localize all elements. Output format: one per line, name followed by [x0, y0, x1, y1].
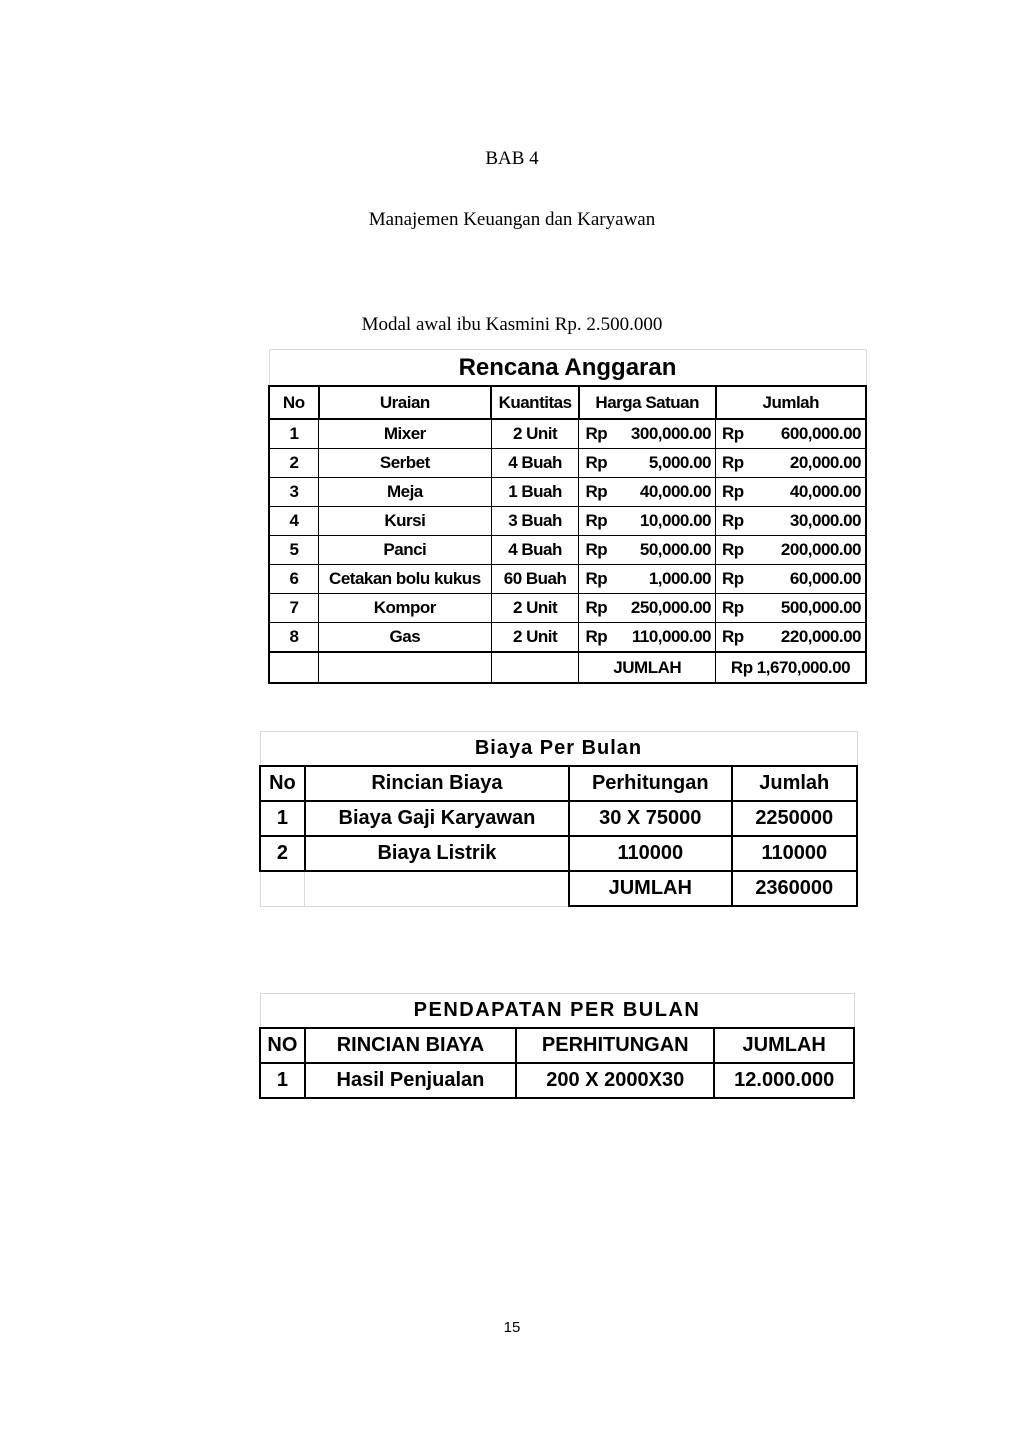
- table-row: [269, 594, 866, 623]
- row-number: 5: [269, 536, 319, 565]
- item-name: Serbet: [319, 449, 492, 478]
- monthly-cost-total-label: JUMLAH: [569, 871, 731, 906]
- unit-price: [579, 419, 716, 449]
- budget-header-row: [269, 386, 866, 419]
- empty-cell: [305, 871, 569, 906]
- column-header: Harga Satuan: [579, 386, 716, 419]
- table-row: [260, 801, 857, 836]
- item-name: Cetakan bolu kukus: [319, 565, 492, 594]
- item-quantity: 4 Buah: [491, 536, 579, 565]
- item-name: Kompor: [319, 594, 492, 623]
- currency-prefix: Rp: [585, 540, 608, 559]
- currency-prefix: Rp: [722, 482, 744, 501]
- row-number: 2: [269, 449, 319, 478]
- item-name: Meja: [319, 478, 492, 507]
- income-item: Hasil Penjualan: [305, 1063, 516, 1098]
- row-number: 3: [269, 478, 319, 507]
- column-header: Uraian: [319, 386, 492, 419]
- column-header: No: [269, 386, 319, 419]
- empty-cell: [260, 871, 305, 906]
- line-total: [716, 536, 867, 565]
- monthly-cost-title: Biaya Per Bulan: [260, 732, 857, 767]
- chapter-heading: BAB 4: [485, 148, 539, 169]
- amount: 40,000.00: [639, 482, 711, 501]
- budget-total-row: [269, 652, 866, 683]
- currency-prefix: Rp: [585, 511, 608, 530]
- column-header: PERHITUNGAN: [516, 1028, 714, 1063]
- row-number: 7: [269, 594, 319, 623]
- currency-prefix: Rp: [722, 453, 744, 472]
- unit-price: [579, 449, 716, 478]
- item-quantity: 2 Unit: [491, 594, 579, 623]
- amount: 250,000.00: [630, 598, 711, 617]
- amount: 20,000.00: [789, 453, 861, 472]
- item-quantity: 60 Buah: [491, 565, 579, 594]
- column-header: Perhitungan: [569, 766, 731, 801]
- unit-price: [579, 623, 716, 653]
- item-quantity: 2 Unit: [491, 623, 579, 653]
- line-total: [716, 478, 867, 507]
- amount: 5,000.00: [648, 453, 711, 472]
- chapter-subtitle: Manajemen Keuangan dan Karyawan: [368, 209, 656, 230]
- unit-price: [579, 478, 716, 507]
- budget-total-value: Rp 1,670,000.00: [716, 652, 867, 683]
- row-number: 6: [269, 565, 319, 594]
- row-number: 4: [269, 507, 319, 536]
- item-name: Gas: [319, 623, 492, 653]
- cost-calculation: 30 X 75000: [569, 801, 731, 836]
- amount: 50,000.00: [639, 540, 711, 559]
- line-total: [716, 565, 867, 594]
- budget-table: [268, 349, 867, 684]
- item-name: Panci: [319, 536, 492, 565]
- table-row: [269, 623, 866, 653]
- table-row: [269, 419, 866, 449]
- currency-prefix: Rp: [585, 482, 608, 501]
- column-header: Rincian Biaya: [305, 766, 569, 801]
- currency-prefix: Rp: [585, 598, 608, 617]
- amount: 220,000.00: [780, 627, 861, 646]
- column-header: Jumlah: [732, 766, 857, 801]
- currency-prefix: Rp: [722, 511, 744, 530]
- table-row: [260, 836, 857, 871]
- amount: 200,000.00: [780, 540, 861, 559]
- amount: 1,000.00: [648, 569, 711, 588]
- currency-prefix: Rp: [722, 598, 744, 617]
- item-name: Mixer: [319, 419, 492, 449]
- income-calculation: 200 X 2000X30: [516, 1063, 714, 1098]
- row-number: 2: [260, 836, 305, 871]
- currency-prefix: Rp: [722, 627, 744, 646]
- table-row: [269, 536, 866, 565]
- amount: 600,000.00: [780, 424, 861, 443]
- amount: 30,000.00: [789, 511, 861, 530]
- amount: 60,000.00: [789, 569, 861, 588]
- cost-calculation: 110000: [569, 836, 731, 871]
- table-row: [260, 1063, 854, 1098]
- currency-prefix: Rp: [722, 424, 744, 443]
- amount: 10,000.00: [639, 511, 711, 530]
- item-quantity: 1 Buah: [491, 478, 579, 507]
- row-number: 1: [269, 419, 319, 449]
- budget-total-label: JUMLAH: [579, 652, 716, 683]
- monthly-cost-total-value: 2360000: [732, 871, 857, 906]
- unit-price: [579, 565, 716, 594]
- line-total: [716, 419, 867, 449]
- item-quantity: 4 Buah: [491, 449, 579, 478]
- capital-note: Modal awal ibu Kasmini Rp. 2.500.000: [361, 314, 663, 335]
- monthly-income-header-row: [260, 1028, 854, 1063]
- page-number: 15: [503, 1319, 521, 1336]
- cost-item: Biaya Listrik: [305, 836, 569, 871]
- line-total: [716, 623, 867, 653]
- empty-cell: [319, 652, 492, 683]
- column-header: RINCIAN BIAYA: [305, 1028, 516, 1063]
- unit-price: [579, 507, 716, 536]
- row-number: 8: [269, 623, 319, 653]
- monthly-income-table: [259, 993, 855, 1099]
- monthly-cost-total-row: [260, 871, 857, 906]
- table-row: [269, 478, 866, 507]
- unit-price: [579, 536, 716, 565]
- empty-cell: [491, 652, 579, 683]
- row-number: 1: [260, 801, 305, 836]
- empty-cell: [269, 652, 319, 683]
- currency-prefix: Rp: [585, 627, 608, 646]
- currency-prefix: Rp: [722, 569, 744, 588]
- cost-amount: 2250000: [732, 801, 857, 836]
- table-row: [269, 449, 866, 478]
- item-quantity: 3 Buah: [491, 507, 579, 536]
- currency-prefix: Rp: [585, 569, 608, 588]
- column-header: Jumlah: [716, 386, 867, 419]
- line-total: [716, 594, 867, 623]
- income-amount: 12.000.000: [714, 1063, 854, 1098]
- monthly-cost-table: [259, 731, 858, 907]
- row-number: 1: [260, 1063, 305, 1098]
- monthly-income-title: PENDAPATAN PER BULAN: [260, 994, 854, 1029]
- amount: 300,000.00: [630, 424, 711, 443]
- line-total: [716, 507, 867, 536]
- line-total: [716, 449, 867, 478]
- currency-prefix: Rp: [585, 424, 608, 443]
- budget-title: Rencana Anggaran: [269, 350, 866, 387]
- cost-amount: 110000: [732, 836, 857, 871]
- currency-prefix: Rp: [722, 540, 744, 559]
- currency-prefix: Rp: [585, 453, 608, 472]
- column-header: JUMLAH: [714, 1028, 854, 1063]
- table-row: [269, 507, 866, 536]
- column-header: No: [260, 766, 305, 801]
- cost-item: Biaya Gaji Karyawan: [305, 801, 569, 836]
- item-name: Kursi: [319, 507, 492, 536]
- unit-price: [579, 594, 716, 623]
- amount: 110,000.00: [631, 627, 711, 646]
- column-header: NO: [260, 1028, 305, 1063]
- table-row: [269, 565, 866, 594]
- column-header: Kuantitas: [491, 386, 579, 419]
- amount: 500,000.00: [780, 598, 861, 617]
- item-quantity: 2 Unit: [491, 419, 579, 449]
- monthly-cost-header-row: [260, 766, 857, 801]
- amount: 40,000.00: [789, 482, 861, 501]
